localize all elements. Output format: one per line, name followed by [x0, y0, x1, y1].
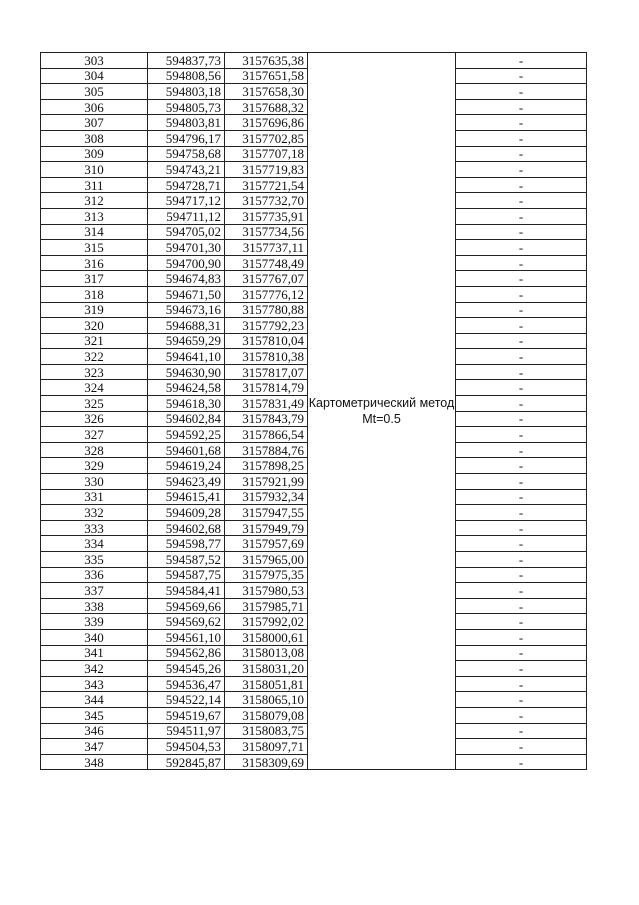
y-coordinate-cell: 3157975,35 [225, 567, 308, 583]
dash-cell: - [456, 598, 587, 614]
dash-cell: - [456, 474, 587, 490]
point-number-cell: 305 [41, 84, 148, 100]
x-coordinate-cell: 594598,77 [148, 536, 225, 552]
y-coordinate-cell: 3157696,86 [225, 115, 308, 131]
y-coordinate-cell: 3158031,20 [225, 661, 308, 677]
x-coordinate-cell: 594602,84 [148, 411, 225, 427]
point-number-cell: 320 [41, 318, 148, 334]
point-number-cell: 326 [41, 411, 148, 427]
y-coordinate-cell: 3157707,18 [225, 146, 308, 162]
y-coordinate-cell: 3157980,53 [225, 583, 308, 599]
dash-cell: - [456, 68, 587, 84]
y-coordinate-cell: 3157780,88 [225, 302, 308, 318]
dash-cell: - [456, 629, 587, 645]
point-number-cell: 317 [41, 271, 148, 287]
x-coordinate-cell: 594688,31 [148, 318, 225, 334]
point-number-cell: 335 [41, 552, 148, 568]
y-coordinate-cell: 3158083,75 [225, 723, 308, 739]
x-coordinate-cell: 594624,58 [148, 380, 225, 396]
point-number-cell: 311 [41, 177, 148, 193]
dash-cell: - [456, 520, 587, 536]
x-coordinate-cell: 594717,12 [148, 193, 225, 209]
point-number-cell: 314 [41, 224, 148, 240]
y-coordinate-cell: 3157814,79 [225, 380, 308, 396]
point-number-cell: 321 [41, 333, 148, 349]
x-coordinate-cell: 594705,02 [148, 224, 225, 240]
point-number-cell: 319 [41, 302, 148, 318]
x-coordinate-cell: 594602,68 [148, 520, 225, 536]
x-coordinate-cell: 594673,16 [148, 302, 225, 318]
point-number-cell: 342 [41, 661, 148, 677]
method-cell: Картометрический метод Mt=0.5 [308, 53, 456, 770]
x-coordinate-cell: 594511,97 [148, 723, 225, 739]
y-coordinate-cell: 3157831,49 [225, 396, 308, 412]
dash-cell: - [456, 162, 587, 178]
point-number-cell: 306 [41, 99, 148, 115]
x-coordinate-cell: 594803,18 [148, 84, 225, 100]
dash-cell: - [456, 115, 587, 131]
y-coordinate-cell: 3158013,08 [225, 645, 308, 661]
x-coordinate-cell: 594630,90 [148, 364, 225, 380]
y-coordinate-cell: 3157776,12 [225, 286, 308, 302]
dash-cell: - [456, 53, 587, 69]
point-number-cell: 328 [41, 442, 148, 458]
point-number-cell: 337 [41, 583, 148, 599]
dash-cell: - [456, 130, 587, 146]
y-coordinate-cell: 3157651,58 [225, 68, 308, 84]
y-coordinate-cell: 3157884,76 [225, 442, 308, 458]
dash-cell: - [456, 396, 587, 412]
point-number-cell: 334 [41, 536, 148, 552]
x-coordinate-cell: 594592,25 [148, 427, 225, 443]
table-body [41, 53, 587, 770]
x-coordinate-cell: 594615,41 [148, 489, 225, 505]
x-coordinate-cell: 594504,53 [148, 739, 225, 755]
table-row [41, 53, 587, 69]
point-number-cell: 346 [41, 723, 148, 739]
dash-cell: - [456, 193, 587, 209]
y-coordinate-cell: 3158000,61 [225, 629, 308, 645]
point-number-cell: 307 [41, 115, 148, 131]
y-coordinate-cell: 3157792,23 [225, 318, 308, 334]
x-coordinate-cell: 594623,49 [148, 474, 225, 490]
x-coordinate-cell: 594674,83 [148, 271, 225, 287]
y-coordinate-cell: 3157737,11 [225, 240, 308, 256]
y-coordinate-cell: 3157635,38 [225, 53, 308, 69]
x-coordinate-cell: 594519,67 [148, 707, 225, 723]
point-number-cell: 343 [41, 676, 148, 692]
point-number-cell: 316 [41, 255, 148, 271]
y-coordinate-cell: 3158079,08 [225, 707, 308, 723]
point-number-cell: 324 [41, 380, 148, 396]
y-coordinate-cell: 3157702,85 [225, 130, 308, 146]
x-coordinate-cell: 594569,62 [148, 614, 225, 630]
x-coordinate-cell: 594536,47 [148, 676, 225, 692]
dash-cell: - [456, 208, 587, 224]
x-coordinate-cell: 592845,87 [148, 754, 225, 770]
x-coordinate-cell: 594808,56 [148, 68, 225, 84]
dash-cell: - [456, 676, 587, 692]
dash-cell: - [456, 177, 587, 193]
x-coordinate-cell: 594659,29 [148, 333, 225, 349]
dash-cell: - [456, 99, 587, 115]
dash-cell: - [456, 458, 587, 474]
x-coordinate-cell: 594618,30 [148, 396, 225, 412]
point-number-cell: 313 [41, 208, 148, 224]
y-coordinate-cell: 3157810,04 [225, 333, 308, 349]
point-number-cell: 322 [41, 349, 148, 365]
dash-cell: - [456, 271, 587, 287]
y-coordinate-cell: 3158309,69 [225, 754, 308, 770]
dash-cell: - [456, 427, 587, 443]
point-number-cell: 336 [41, 567, 148, 583]
x-coordinate-cell: 594805,73 [148, 99, 225, 115]
x-coordinate-cell: 594700,90 [148, 255, 225, 271]
x-coordinate-cell: 594545,26 [148, 661, 225, 677]
x-coordinate-cell: 594587,52 [148, 552, 225, 568]
dash-cell: - [456, 255, 587, 271]
point-number-cell: 333 [41, 520, 148, 536]
x-coordinate-cell: 594837,73 [148, 53, 225, 69]
dash-cell: - [456, 723, 587, 739]
y-coordinate-cell: 3157735,91 [225, 208, 308, 224]
dash-cell: - [456, 614, 587, 630]
dash-cell: - [456, 286, 587, 302]
y-coordinate-cell: 3157921,99 [225, 474, 308, 490]
y-coordinate-cell: 3157866,54 [225, 427, 308, 443]
point-number-cell: 325 [41, 396, 148, 412]
dash-cell: - [456, 224, 587, 240]
y-coordinate-cell: 3157898,25 [225, 458, 308, 474]
dash-cell: - [456, 349, 587, 365]
point-number-cell: 345 [41, 707, 148, 723]
y-coordinate-cell: 3157965,00 [225, 552, 308, 568]
point-number-cell: 327 [41, 427, 148, 443]
point-number-cell: 341 [41, 645, 148, 661]
y-coordinate-cell: 3157932,34 [225, 489, 308, 505]
point-number-cell: 304 [41, 68, 148, 84]
point-number-cell: 339 [41, 614, 148, 630]
point-number-cell: 338 [41, 598, 148, 614]
point-number-cell: 310 [41, 162, 148, 178]
y-coordinate-cell: 3157721,54 [225, 177, 308, 193]
x-coordinate-cell: 594522,14 [148, 692, 225, 708]
point-number-cell: 318 [41, 286, 148, 302]
y-coordinate-cell: 3157748,49 [225, 255, 308, 271]
dash-cell: - [456, 411, 587, 427]
y-coordinate-cell: 3157658,30 [225, 84, 308, 100]
x-coordinate-cell: 594671,50 [148, 286, 225, 302]
dash-cell: - [456, 707, 587, 723]
dash-cell: - [456, 318, 587, 334]
y-coordinate-cell: 3157688,32 [225, 99, 308, 115]
point-number-cell: 303 [41, 53, 148, 69]
dash-cell: - [456, 661, 587, 677]
y-coordinate-cell: 3157985,71 [225, 598, 308, 614]
x-coordinate-cell: 594569,66 [148, 598, 225, 614]
point-number-cell: 329 [41, 458, 148, 474]
y-coordinate-cell: 3157734,56 [225, 224, 308, 240]
dash-cell: - [456, 552, 587, 568]
y-coordinate-cell: 3157767,07 [225, 271, 308, 287]
y-coordinate-cell: 3157992,02 [225, 614, 308, 630]
dash-cell: - [456, 505, 587, 521]
dash-cell: - [456, 583, 587, 599]
dash-cell: - [456, 146, 587, 162]
coordinates-table [40, 52, 587, 770]
y-coordinate-cell: 3157817,07 [225, 364, 308, 380]
point-number-cell: 347 [41, 739, 148, 755]
y-coordinate-cell: 3157719,83 [225, 162, 308, 178]
y-coordinate-cell: 3158097,71 [225, 739, 308, 755]
point-number-cell: 312 [41, 193, 148, 209]
y-coordinate-cell: 3157732,70 [225, 193, 308, 209]
dash-cell: - [456, 380, 587, 396]
y-coordinate-cell: 3158051,81 [225, 676, 308, 692]
dash-cell: - [456, 84, 587, 100]
y-coordinate-cell: 3157957,69 [225, 536, 308, 552]
point-number-cell: 348 [41, 754, 148, 770]
dash-cell: - [456, 240, 587, 256]
x-coordinate-cell: 594701,30 [148, 240, 225, 256]
dash-cell: - [456, 536, 587, 552]
x-coordinate-cell: 594562,86 [148, 645, 225, 661]
point-number-cell: 344 [41, 692, 148, 708]
y-coordinate-cell: 3157947,55 [225, 505, 308, 521]
dash-cell: - [456, 442, 587, 458]
dash-cell: - [456, 489, 587, 505]
x-coordinate-cell: 594758,68 [148, 146, 225, 162]
x-coordinate-cell: 594601,68 [148, 442, 225, 458]
dash-cell: - [456, 364, 587, 380]
dash-cell: - [456, 302, 587, 318]
y-coordinate-cell: 3157843,79 [225, 411, 308, 427]
dash-cell: - [456, 567, 587, 583]
x-coordinate-cell: 594619,24 [148, 458, 225, 474]
x-coordinate-cell: 594796,17 [148, 130, 225, 146]
x-coordinate-cell: 594728,71 [148, 177, 225, 193]
y-coordinate-cell: 3157810,38 [225, 349, 308, 365]
x-coordinate-cell: 594587,75 [148, 567, 225, 583]
point-number-cell: 331 [41, 489, 148, 505]
dash-cell: - [456, 333, 587, 349]
x-coordinate-cell: 594609,28 [148, 505, 225, 521]
x-coordinate-cell: 594743,21 [148, 162, 225, 178]
dash-cell: - [456, 754, 587, 770]
point-number-cell: 308 [41, 130, 148, 146]
x-coordinate-cell: 594561,10 [148, 629, 225, 645]
dash-cell: - [456, 692, 587, 708]
x-coordinate-cell: 594803,81 [148, 115, 225, 131]
x-coordinate-cell: 594584,41 [148, 583, 225, 599]
point-number-cell: 315 [41, 240, 148, 256]
y-coordinate-cell: 3157949,79 [225, 520, 308, 536]
point-number-cell: 340 [41, 629, 148, 645]
point-number-cell: 309 [41, 146, 148, 162]
x-coordinate-cell: 594641,10 [148, 349, 225, 365]
point-number-cell: 332 [41, 505, 148, 521]
dash-cell: - [456, 739, 587, 755]
point-number-cell: 323 [41, 364, 148, 380]
dash-cell: - [456, 645, 587, 661]
y-coordinate-cell: 3158065,10 [225, 692, 308, 708]
point-number-cell: 330 [41, 474, 148, 490]
x-coordinate-cell: 594711,12 [148, 208, 225, 224]
